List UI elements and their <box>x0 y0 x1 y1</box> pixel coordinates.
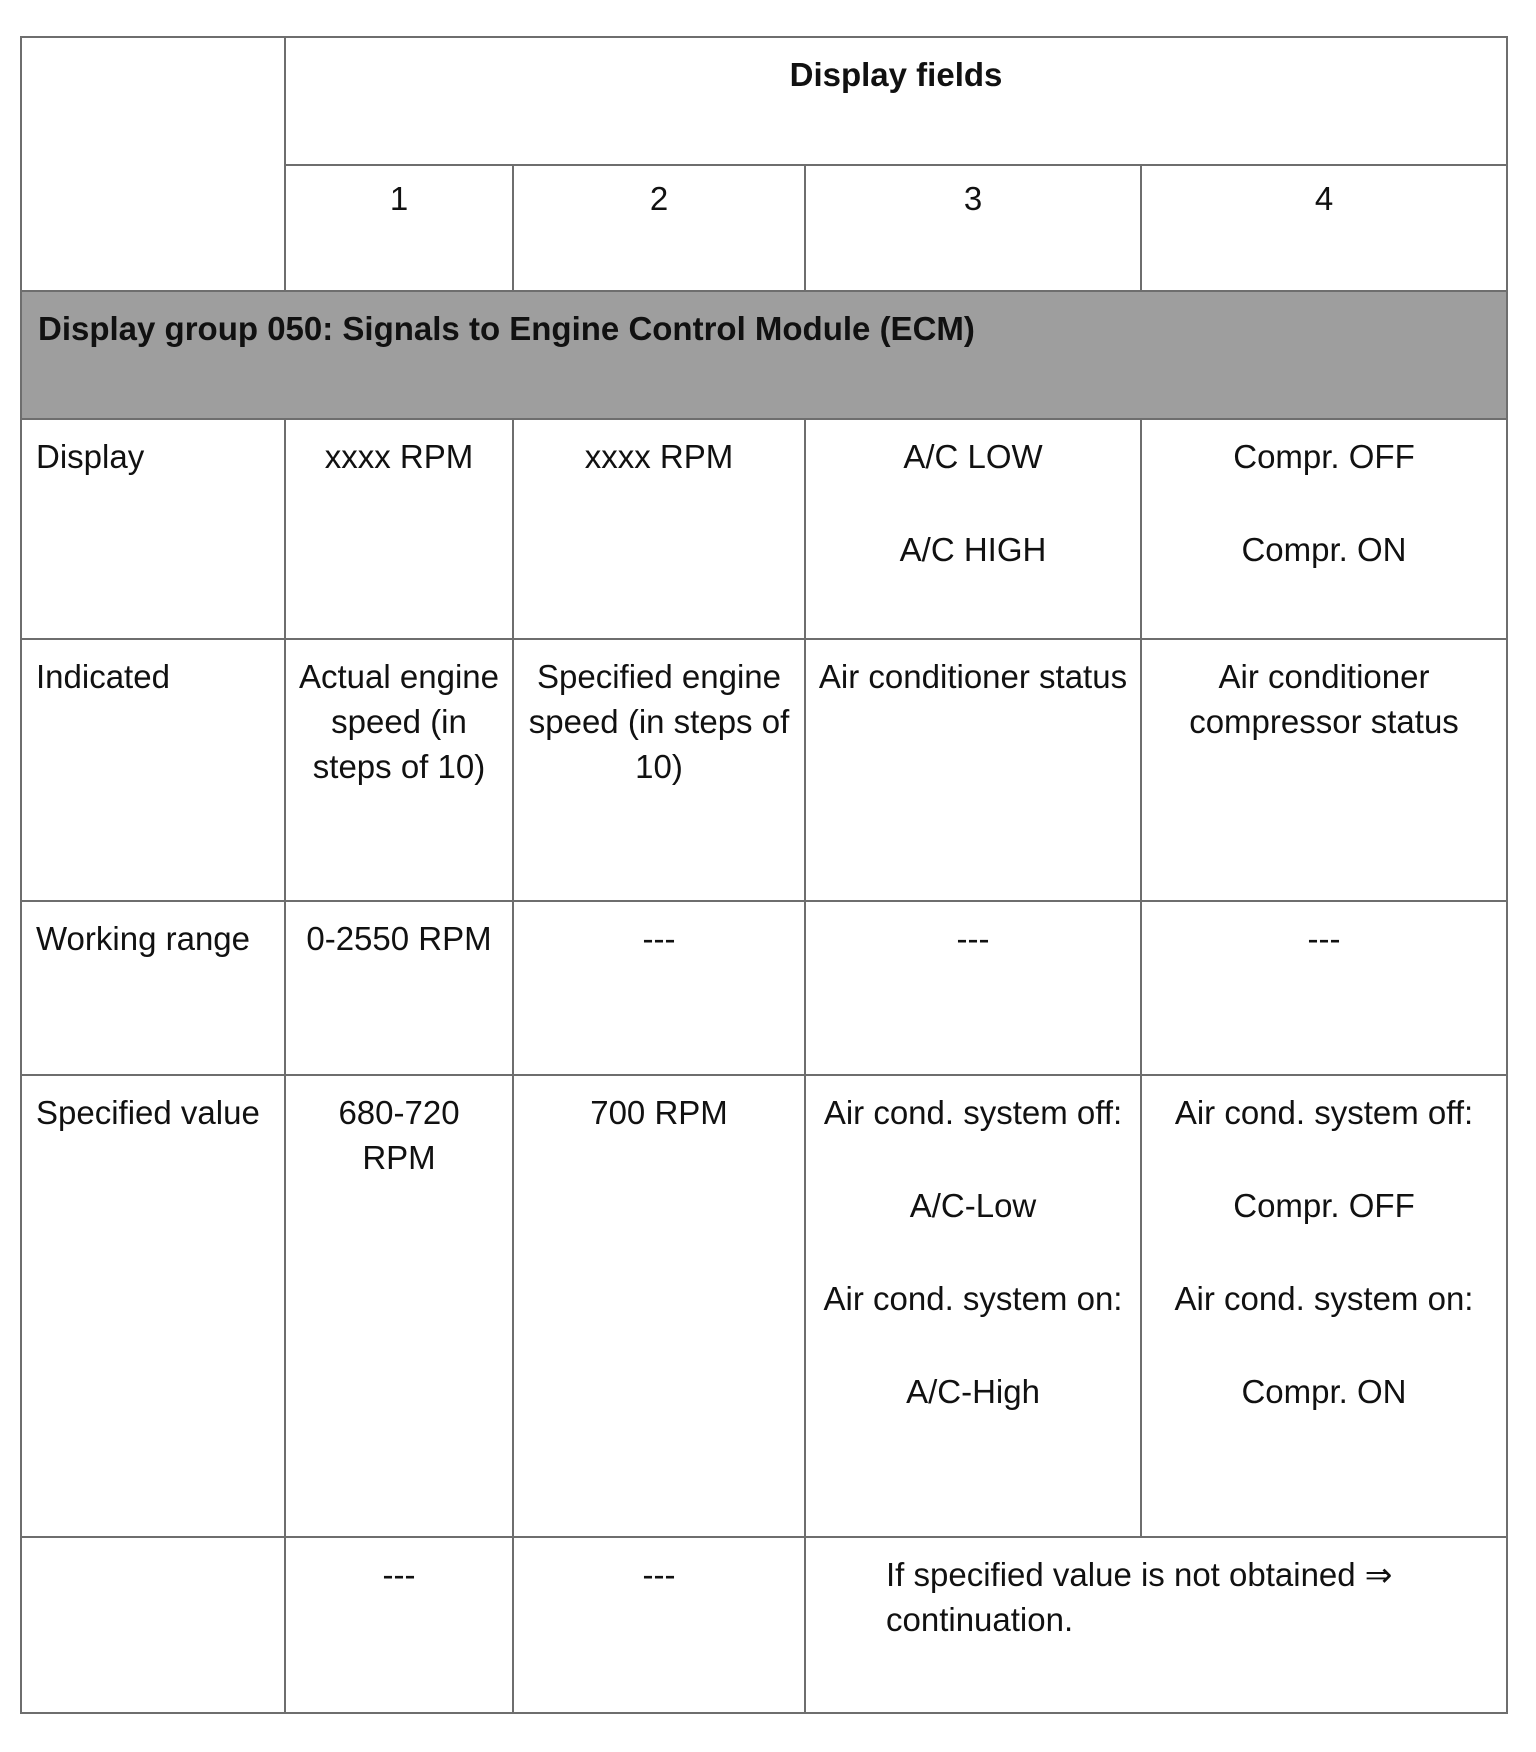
group-title-row <box>21 291 1507 419</box>
specified-value-4-on-label: Air cond. system on: <box>1174 1280 1474 1317</box>
specified-value-field-2: 700 RPM <box>513 1075 805 1537</box>
display-field-1: xxxx RPM <box>285 419 513 639</box>
column-header-2: 2 <box>513 165 805 291</box>
specified-value-4-compr-off: Compr. OFF <box>1233 1187 1415 1224</box>
continuation-field-2: --- <box>513 1537 805 1713</box>
display-field-3-low: A/C LOW <box>903 438 1043 475</box>
row-label-continuation <box>21 1537 285 1713</box>
row-label-working-range: Working range <box>21 901 285 1075</box>
specified-value-4-off-label: Air cond. system off: <box>1174 1094 1474 1131</box>
specified-value-row <box>21 1075 1507 1537</box>
display-field-4 <box>1141 419 1507 639</box>
working-range-field-4: --- <box>1141 901 1507 1075</box>
display-field-4-off: Compr. OFF <box>1233 438 1415 475</box>
column-header-1: 1 <box>285 165 513 291</box>
display-field-2: xxxx RPM <box>513 419 805 639</box>
working-range-field-2: --- <box>513 901 805 1075</box>
indicated-field-4: Air conditioner compressor status <box>1141 639 1507 901</box>
header-title-row <box>21 37 1507 165</box>
indicated-field-1: Actual engine speed (in steps of 10) <box>285 639 513 901</box>
specified-value-3-low: A/C-Low <box>909 1187 1037 1224</box>
row-label-indicated: Indicated <box>21 639 285 901</box>
specified-value-field-3 <box>805 1075 1141 1537</box>
display-group-table <box>20 36 1508 1714</box>
group-title: Display group 050: Signals to Engine Control Module (ECM) <box>21 291 1507 419</box>
indicated-row <box>21 639 1507 901</box>
indicated-field-2: Specified engine speed (in steps of 10) <box>513 639 805 901</box>
continuation-note: If specified value is not obtained ⇒ continuation. <box>805 1537 1507 1713</box>
display-field-3-high: A/C HIGH <box>899 531 1047 568</box>
specified-value-field-1: 680-720 RPM <box>285 1075 513 1537</box>
display-field-4-on: Compr. ON <box>1241 531 1407 568</box>
column-header-3: 3 <box>805 165 1141 291</box>
display-field-3 <box>805 419 1141 639</box>
indicated-field-3: Air conditioner status <box>805 639 1141 901</box>
display-group-table-sheet <box>20 36 1506 1714</box>
specified-value-3-off-label: Air cond. system off: <box>823 1094 1123 1131</box>
specified-value-3-on-label: Air cond. system on: <box>823 1280 1123 1317</box>
working-range-field-3: --- <box>805 901 1141 1075</box>
working-range-field-1: 0-2550 RPM <box>285 901 513 1075</box>
header-corner-cell <box>21 37 285 291</box>
specified-value-field-4 <box>1141 1075 1507 1537</box>
display-fields-heading: Display fields <box>285 37 1507 165</box>
continuation-field-1: --- <box>285 1537 513 1713</box>
specified-value-4-compr-on: Compr. ON <box>1241 1373 1407 1410</box>
continuation-row <box>21 1537 1507 1713</box>
specified-value-3-high: A/C-High <box>906 1373 1040 1410</box>
display-row <box>21 419 1507 639</box>
working-range-row <box>21 901 1507 1075</box>
row-label-specified-value: Specified value <box>21 1075 285 1537</box>
column-header-4: 4 <box>1141 165 1507 291</box>
row-label-display: Display <box>21 419 285 639</box>
